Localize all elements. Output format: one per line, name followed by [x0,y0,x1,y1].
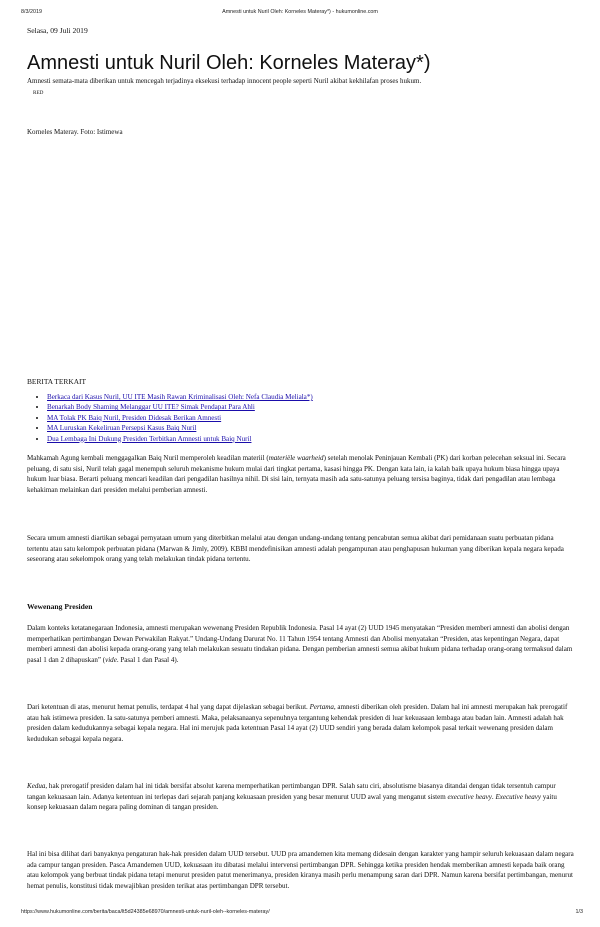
italic-run: Pertama [309,703,334,711]
print-page-number: 1/3 [575,909,583,915]
print-footer [0,909,600,917]
article-title: Amnesti untuk Nuril Oleh: Korneles Materay*) [27,52,431,74]
list-item [47,392,313,402]
text-run: , hak prerogatif presiden dalam hal ini tidak bersifat absolut karena memperhatikan pertimbangan DPR. Salah satu ciri, absolutisme biasanya ditandai dengan tidak tersentuh campur tangan kekuasaan lain. Adanya ketentuan ini terlepas dari sejarah panjang kekuasaan presiden yang besar menurut UUD awal yang menganut sistem [27,782,556,801]
text-run: , amnesti diberikan oleh presiden. Dalam hal ini amnesti merupakan hak prerogatif atau hak istimewa presiden. Ia satu-satunya pemberi amnesti. Maka, pelaksanaanya sepenuhnya tergantung kehendak presiden di luar kekuasaan lembaga atau badan lain. Amnesti adalah hak presiden dalam kedudukannya sebagai kepala negara. Hal ini merujuk pada ketentuan Pasal 14 ayat (2) UUD sendiri yang berada dalam kelompok pasal terkait wewenang presiden dalam kedudukan sebagai kepala negara. [27,703,568,743]
related-link[interactable]: MA Luruskan Kekeliruan Persepsi Kasus Baiq Nuril [47,424,197,433]
italic-run: materiële waarheid [268,454,324,462]
text-run: . Pasal 1 dan Pasal 4). [116,655,179,664]
list-item [47,402,313,412]
body-paragraph-3 [27,623,575,665]
italic-run: executive heavy [447,792,492,801]
body-paragraph-1 [27,453,575,495]
print-url: https://www.hukumonline.com/berita/baca/lt5d24385e68970/amnesti-untuk-nuril-oleh--korneles-materay/ [21,909,270,915]
related-link[interactable]: Dua Lembaga Ini Dukung Presiden Terbitkan Amnesti untuk Baiq Nuril [47,434,252,443]
text-run: ) setelah menolak Peninjauan Kembali (PK) dari korban pelecehan seksual ini. Secara peluang, di satu sisi, Nuril telah gagal menempuh seluruh mekanisme hukum mulai dari tingkat pertama, kasasi hingga PK. Dengan kata lain, ia kalah baik upaya hukum biasa hingga upaya hukum luar biasa. Berarti peluang mencari keadilan dari pengadilan hasilnya nihil. Di sisi lain, ternyata masih ada satu-satunya peluang tersisa baginya, tidak dari pengadilan atau lembaga kehakiman melainkan dari presiden melalui pemberian amnesti. [27,454,566,494]
related-link[interactable]: Benarkah Body Shaming Melanggar UU ITE? Simak Pendapat Para Ahli [47,403,255,412]
print-header [0,9,600,17]
related-news-list [27,392,313,444]
related-link[interactable]: Berkaca dari Kasus Nuril, UU ITE Masih Rawan Kriminalisasi Oleh: Nefa Claudia Meliala*) [47,393,313,401]
italic-run: vide [105,655,117,664]
body-paragraph-5 [27,781,575,813]
body-paragraph-4 [27,702,575,744]
section-heading: Wewenang Presiden [27,602,93,611]
list-item [47,423,313,433]
text-run: Mahkamah Agung kembali menggagalkan Baiq Nuril memperoleh keadilan materiil ( [27,454,269,462]
italic-run: Kedua [27,782,46,790]
body-paragraph-6: Hal ini bisa dilihat dari banyaknya pengaturan hak-hak presiden dalam UUD tersebut. UUD pra amandemen kita memang didesain dengan karakter yang hampir seluruh kekuasaan dalam negara ada campur tangan presiden. Pasca Amandemen UUD, kekuasaan itu dibatasi melalui intervensi pertimbangan DPR. Sehingga ketika presiden hendak memberikan amnesti kepada baik orang atau kelompok yang berbuat tindak pidana tetapi menurut presiden patut menerimanya, presiden kiranya masih perlu menampung saran dari DPR. Namun karena bersifat pertimbangan, menurut hemat penulis, konstitusi tidak mewajibkan presiden terikat atas pertimbangan DPR tersebut. [27,850,574,890]
text-run: Dari ketentuan di atas, menurut hemat penulis, terdapat 4 hal yang dapat dijelaskan sebagai berikut. [27,703,310,711]
photo-caption: Korneles Materay. Foto: Istimewa [27,128,123,136]
italic-run: Executive heavy [495,792,542,801]
related-news-heading: BERITA TERKAIT [27,377,87,386]
article-subtitle: Amnesti semata-mata diberikan untuk mencegah terjadinya eksekusi terhadap innocent people seperti Nuril akibat kekhilafan proses hukum. [27,77,422,85]
text-run: . [491,792,496,801]
text-run: Dalam konteks ketatanegaraan Indonesia, amnesti merupakan wewenang Presiden Republik Indonesia. Pasal 14 ayat (2) UUD 1945 menyatakan “Presiden memberi amnesti dan abolisi dengan memperhatikan pertimbangan Dewan Perwakilan Rakyat.” Undang-Undang Darurat No. 11 Tahun 1954 tentang Amnesti dan Abolisi menyatakan “Presiden, atas kepentingan Negara, dapat memberi amnesti dan abolisi kepada orang-orang yang telah melakukan sesuatu tindakan pidana. Dengan pemberian amnesti semua akibat hukum pidana terhadap orang-orang termaksud dalam pasal 1 dan 2 dihapuskan” ( [27,624,573,664]
related-link[interactable]: MA Tolak PK Baiq Nuril, Presiden Didesak Berikan Amnesti [47,413,222,422]
article-author: RED [33,90,44,96]
article-date: Selasa, 09 Juli 2019 [27,26,88,35]
list-item [47,413,313,423]
list-item [47,434,313,444]
text-run: yaitu konsep kekuasaan dalam negara paling dominan di tangan presiden. [27,792,557,811]
print-date: 8/3/2019 [21,9,42,15]
body-paragraph-2: Secara umum amnesti diartikan sebagai pernyataan umum yang diterbitkan melalui atau dengan undang-undang tentang pencabutan semua akibat dari pemidanaan suatu perbuatan pidana tertentu atau satu kelompok perbuatan pidana (Marwan & Jimly, 2009). KBBI mendefinisikan amnesti adalah pengampunan atau penghapusan hukuman yang diberikan kepala negara kepada seseorang atau sekelompok orang yang telah melakukan tindak pidana tertentu. [27,534,564,563]
print-page-title: Amnesti untuk Nuril Oleh: Korneles Materay*) - hukumonline.com [222,9,378,15]
